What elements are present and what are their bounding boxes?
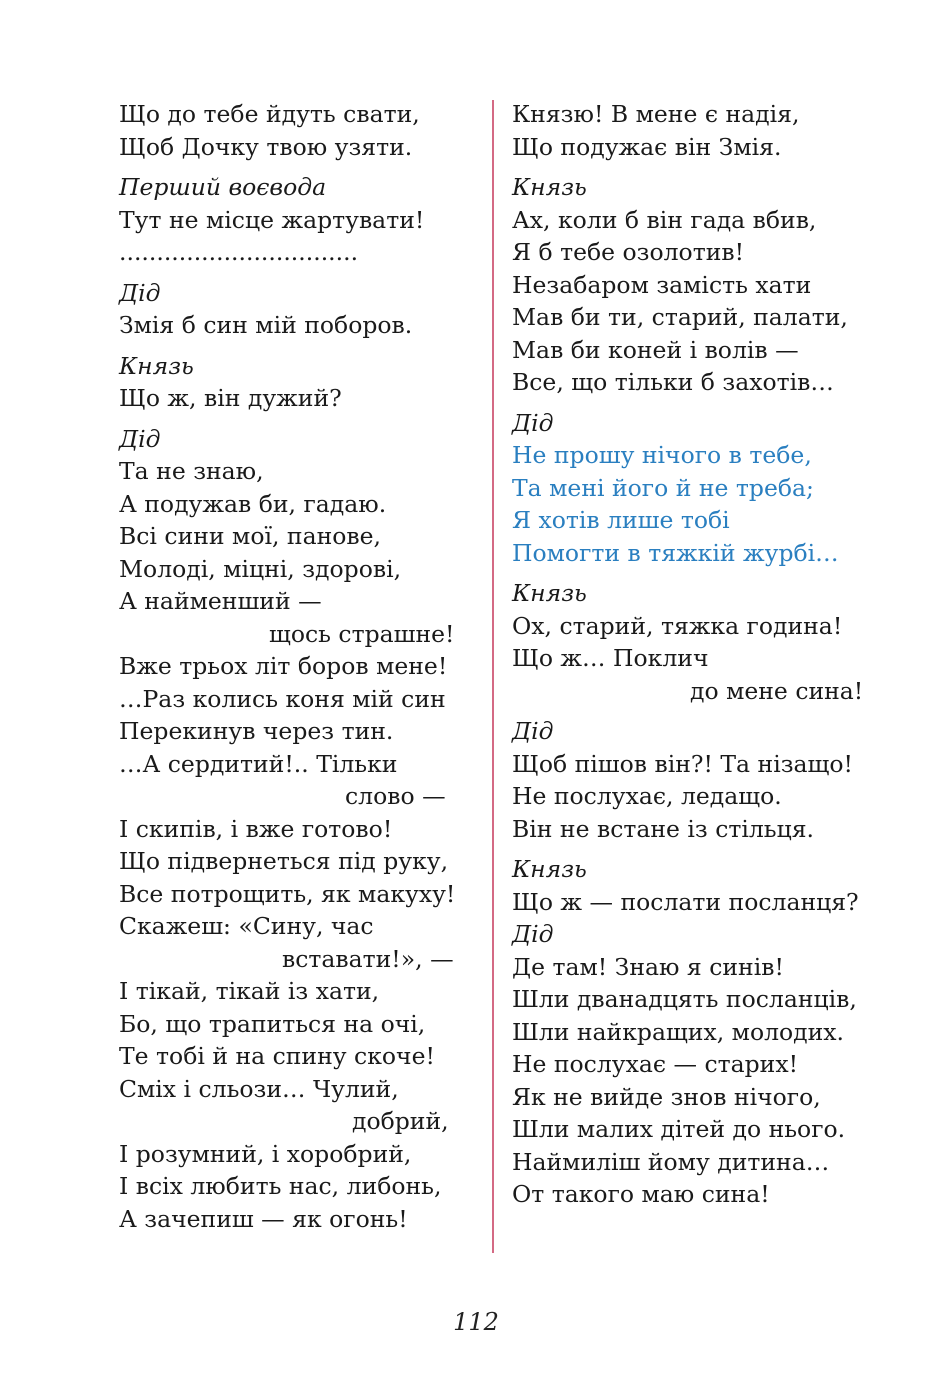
speaker-name: Перший воєвода [119,173,327,201]
verse-line: Що подужає він Змія. [512,132,782,161]
verse-line: Як не вийде знов нічого, [512,1082,821,1111]
verse-line: Шли малих дітей до нього. [512,1115,846,1143]
verse-line: …Раз колись коня мій син [119,684,446,713]
verse-line: Помогти в тяжкій журбі… [512,538,839,567]
speaker-name: Князь [512,855,587,883]
right-column [512,98,902,1211]
verse-line: Не послухає, ледащо. [512,782,782,810]
verse-line: Наймиліш йому дитина… [512,1147,830,1176]
verse-line: Тут не місце жартувати! [119,205,425,234]
verse-line: щось страшне! [269,619,455,648]
verse-line: Де там! Знаю я синів! [512,952,784,981]
verse-line: Що до тебе йдуть свати, [119,100,420,128]
verse-line: Що ж — послати посланця? [512,887,859,916]
speaker-name: Дід [119,278,161,307]
page-number: 112 [453,1308,499,1336]
left-column [119,98,479,1235]
verse-line: Шли найкращих, молодих. [512,1017,845,1046]
verse-line: Всі сини мої, панове, [119,522,382,550]
verse-line: І скипів, і вже готово! [119,814,393,843]
speaker-name: Дід [119,424,161,453]
verse-line: Все потрощить, як макуху! [119,879,456,908]
verse-line: Не послухає — старих! [512,1050,799,1078]
verse-line: до мене сина! [690,676,864,705]
verse-line: Що підвернеться під руку, [119,847,449,875]
verse-line: Князю! В мене є надія, [512,100,800,128]
verse-line: Бо, що трапиться на очі, [119,1009,426,1038]
verse-line: Перекинув через тин. [119,717,394,745]
verse-line: Та не знаю, [119,457,264,485]
speaker-name: Князь [119,351,194,380]
column-divider [492,100,494,1253]
verse-line: Щоб Дочку твою узяти. [119,132,413,161]
verse-line: А зачепиш — як огонь! [119,1204,408,1233]
verse-line: Все, що тільки б захотів… [512,368,834,396]
verse-line: слово — [345,782,446,810]
speaker-name: Князь [512,579,587,607]
verse-line: …А сердитий!.. Тільки [119,749,398,778]
verse-line: Молоді, міцні, здорові, [119,554,402,583]
verse-line: Я хотів лише тобі [512,506,730,534]
verse-line: Незабаром замість хати [512,270,812,299]
verse-line: От такого маю сина! [512,1180,770,1208]
verse-line: І тікай, тікай із хати, [119,977,380,1005]
verse-line: Що ж, він дужий? [119,384,342,412]
verse-line: Сміх і сльози… Чулий, [119,1074,399,1103]
verse-line: А подужав би, гадаю. [119,489,387,518]
verse-line: Мав би коней і волів — [512,335,799,364]
verse-line: Та мені його й не треба; [512,473,814,502]
verse-line: Ах, коли б він гада вбив, [512,205,817,234]
verse-line: А найменший — [119,587,322,615]
verse-line: Він не встане із стільця. [512,814,815,843]
verse-line: Ох, старий, тяжка година! [512,611,843,640]
verse-line: Шли дванадцять посланців, [512,985,857,1013]
speaker-name: Дід [512,717,554,745]
verse-line: Я б тебе озолотив! [512,238,745,266]
verse-line: І розумний, і хоробрий, [119,1139,412,1168]
verse-line: Змія б син мій поборов. [119,311,413,339]
speaker-name: Дід [512,408,554,437]
speaker-name: Князь [512,173,587,201]
verse-line: І всіх любить нас, либонь, [119,1172,442,1200]
verse-line: Те тобі й на спину скоче! [119,1042,435,1070]
verse-line: добрий, [352,1107,449,1135]
verse-line: ................................ [119,238,359,266]
verse-line: Мав би ти, старий, палати, [512,303,848,331]
speaker-name: Дід [512,920,554,948]
verse-line: вставати!», — [282,944,454,973]
verse-line: Щоб пішов він?! Та нізащо! [512,749,853,778]
verse-line: Що ж… Поклич [512,644,709,672]
verse-line: Не прошу нічого в тебе, [512,441,812,469]
verse-line: Вже трьох літ боров мене! [119,652,448,680]
verse-line: Скажеш: «Сину, час [119,912,374,940]
